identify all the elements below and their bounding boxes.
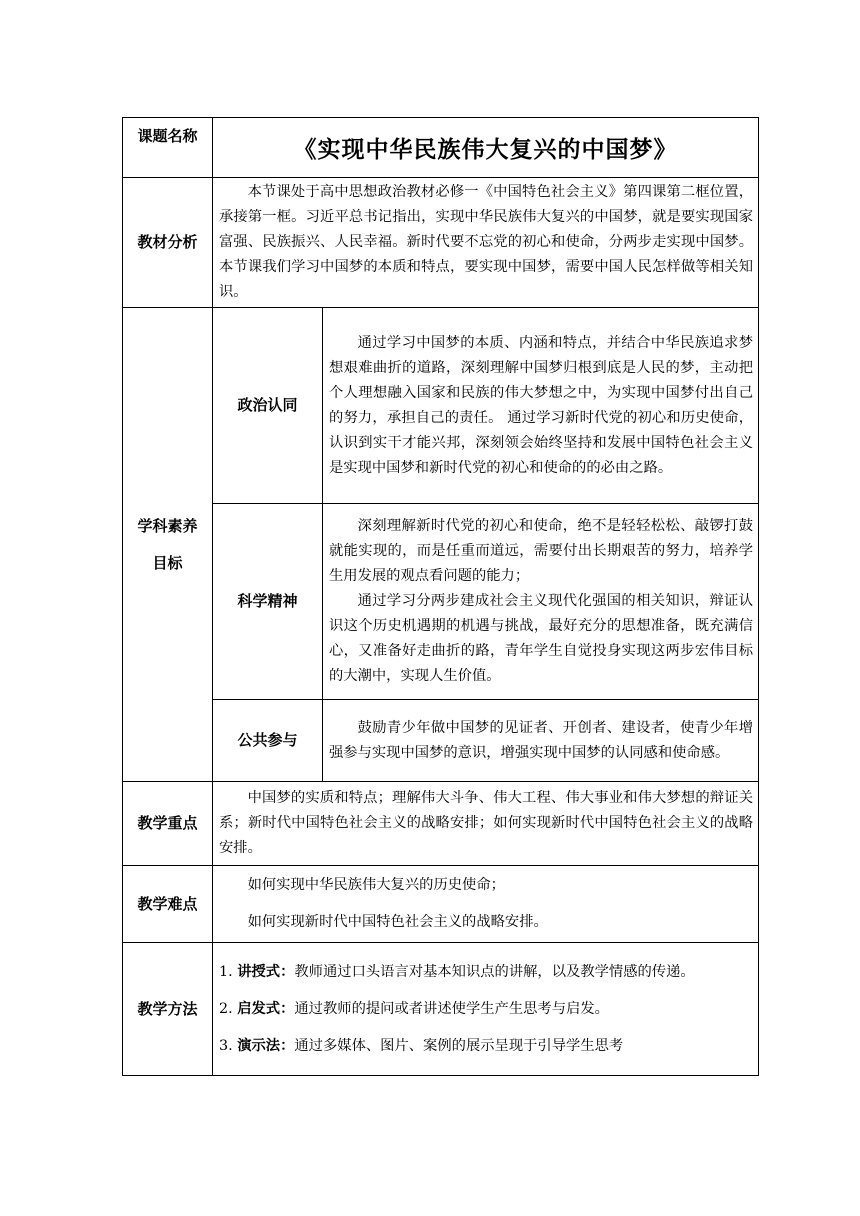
method-desc-1: 教师通过口头语言对基本知识点的讲解，以及教学情感的传递。 xyxy=(294,963,695,980)
difficulties-label: 教学难点 xyxy=(123,866,213,943)
literacy-name-political: 政治认同 xyxy=(213,308,323,504)
literacy-text-science-2: 通过学习分两步建成社会主义现代化强国的相关知识，辩证认识这个历史机遇期的机遇与挑战，最好充分的思想准备，既充满信心，又准备好走曲折的路，青年学生自觉投身实现这两步宏伟目标的大潮中，实现人生价值。 xyxy=(329,593,753,684)
topic-title: 《实现中华民族伟大复兴的中国梦》 xyxy=(213,118,759,178)
literacy-row-public xyxy=(123,700,759,782)
literacy-text-political: 通过学习中国梦的本质、内涵和特点，并结合中华民族追求梦想艰难曲折的道路，深刻理解中国梦归根到底是人民的梦，主动把个人理想融入国家和民族的伟大梦想之中，为实现中国梦付出自己的努力，承担自己的责任。 通过学习新时代党的初心和历史使命，认识到实干才能兴邦，深刻领会始终坚持和发展中国特色社会主义是实现中国梦和新时代党的初心和使命的的必由之路。 xyxy=(329,334,753,476)
method-desc-2: 通过教师的提问或者讲述使学生产生思考与启发。 xyxy=(294,1000,609,1017)
analysis-label: 教材分析 xyxy=(123,178,213,308)
methods-label: 教学方法 xyxy=(123,943,213,1076)
method-item-1 xyxy=(219,960,753,985)
methods-row xyxy=(123,943,759,1076)
literacy-text-science-1: 深刻理解新时代党的初心和使命，绝不是轻轻松松、敲锣打鼓就能实现的，而是任重而道远，需要付出长期艰苦的努力，培养学生用发展的观点看问题的能力； xyxy=(329,518,753,584)
method-num-2: 2. xyxy=(219,1000,233,1017)
literacy-name-public: 公共参与 xyxy=(213,700,323,782)
literacy-label xyxy=(123,308,213,782)
method-num-3: 3. xyxy=(219,1037,233,1054)
topic-label: 课题名称 xyxy=(123,118,213,178)
lesson-plan-table xyxy=(122,117,759,1076)
method-item-3 xyxy=(219,1034,753,1059)
literacy-label-line1: 学科素养 xyxy=(137,516,198,535)
method-name-1: 讲授式： xyxy=(237,963,295,980)
key-points-text: 中国梦的实质和特点；理解伟大斗争、伟大工程、伟大事业和伟大梦想的辩证关系；新时代中国特色社会主义的战略安排；如何实现新时代中国特色社会主义的战略安排。 xyxy=(219,790,753,856)
literacy-name-science: 科学精神 xyxy=(213,504,323,700)
difficulties-row xyxy=(123,866,759,943)
literacy-row-science xyxy=(123,504,759,700)
topic-row xyxy=(123,118,759,178)
analysis-text: 本节课处于高中思想政治教材必修一《中国特色社会主义》第四课第二框位置，承接第一框。习近平总书记指出，实现中华民族伟大复兴的中国梦，就是要实现国家富强、民族振兴、人民幸福。新时代要不忘党的初心和使命，分两步走实现中国梦。本节课我们学习中国梦的本质和特点，要实现中国梦，需要中国人民怎样做等相关知识。 xyxy=(219,184,753,300)
key-points-row xyxy=(123,782,759,866)
literacy-text-public: 鼓励青少年做中国梦的见证者、开创者、建设者，使青少年增强参与实现中国梦的意识，增强实现中国梦的认同感和使命感。 xyxy=(329,719,753,761)
difficulty-item-2: 如何实现新时代中国特色社会主义的战略安排。 xyxy=(247,914,548,930)
analysis-row xyxy=(123,178,759,308)
method-num-1: 1. xyxy=(219,963,233,980)
literacy-row-political xyxy=(123,308,759,504)
difficulty-item-1: 如何实现中华民族伟大复兴的历史使命； xyxy=(247,877,505,893)
method-item-2 xyxy=(219,997,753,1022)
literacy-label-line2: 目标 xyxy=(152,553,183,572)
method-name-3: 演示法： xyxy=(237,1037,295,1054)
method-name-2: 启发式： xyxy=(237,1000,295,1017)
key-points-label: 教学重点 xyxy=(123,782,213,866)
method-desc-3: 通过多媒体、图片、案例的展示呈现于引导学生思考 xyxy=(294,1037,624,1054)
